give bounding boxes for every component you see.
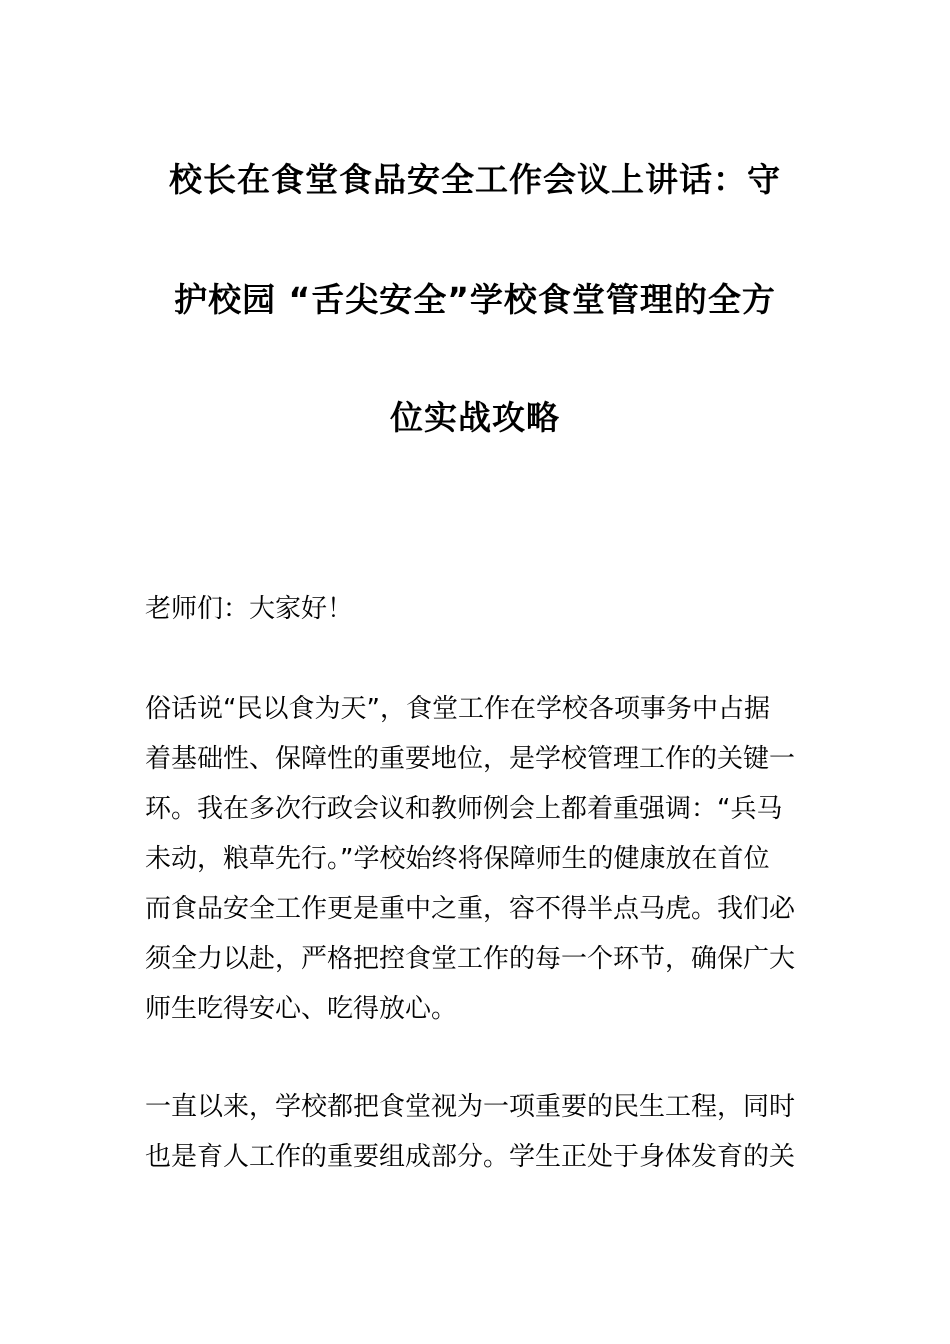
paragraph-line: 也是育人工作的重要组成部分。学生正处于身体发育的关 — [145, 1142, 796, 1172]
greeting — [145, 584, 810, 634]
paragraph-line: 一直以来，学校都把食堂视为一项重要的民生工程，同时 — [145, 1092, 796, 1122]
paragraph-line: 未动，粮草先行。”学校始终将保障师生的健康放在首位 — [145, 844, 770, 874]
paragraph-line: 而食品安全工作更是重中之重，容不得半点马虎。我们必 — [145, 894, 796, 924]
title-line-1: 校长在食堂食品安全工作会议上讲话：守 — [169, 160, 781, 199]
paragraph-2 — [145, 1082, 810, 1182]
title-line-2: 护校园 “舌尖安全”学校食堂管理的全方 — [174, 280, 776, 319]
paragraph-line: 环。我在多次行政会议和教师例会上都着重强调：“兵马 — [145, 794, 783, 824]
greeting-text: 老师们：大家好！ — [145, 594, 354, 624]
paragraph-line: 须全力以赴，严格把控食堂工作的每一个环节，确保广大 — [145, 944, 796, 974]
title-line-3: 位实战攻略 — [390, 398, 560, 437]
paragraph-line: 俗话说“民以食为天”，食堂工作在学校各项事务中占据 — [145, 694, 770, 724]
paragraph-line: 师生吃得安心、吃得放心。 — [145, 994, 458, 1024]
paragraph-1 — [145, 684, 810, 1034]
paragraph-line: 着基础性、保障性的重要地位，是学校管理工作的关键一 — [145, 744, 796, 774]
